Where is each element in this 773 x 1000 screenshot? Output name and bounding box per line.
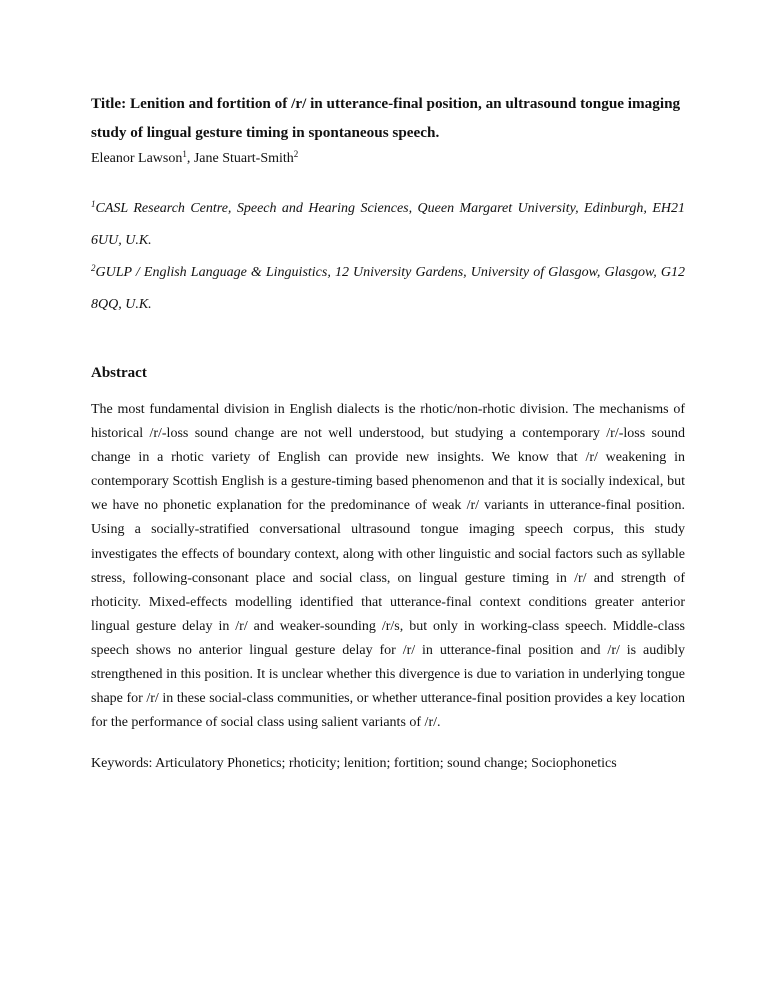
keywords: Keywords: Articulatory Phonetics; rhoticity; lenition; fortition; sound change; Sociophonetics — [91, 756, 617, 771]
abstract-body: The most fundamental division in English dialects is the rhotic/non-rhotic division. The mechanisms of historical /r/-loss sound change are not well understood, but studying a contemporary /r/-loss sound change in a rhotic variety of English can provide new insights. We know that /r/ weakening in contemporary Scottish English is a gesture-timing based phenomenon and that it is socially indexical, but we have no phonetic explanation for the predominance of weak /r/ variants in utterance-final position. Using a socially-stratified conversational ultrasound tongue imaging speech corpus, this study investigates the effects of boundary context, along with other linguistic and social factors such as syllable stress, following-consonant place and social class, on lingual gesture timing in /r/ and strength of rhoticity. Mixed-effects modelling identified that utterance-final context conditions greater anterior lingual gesture delay in /r/ and weaker-sounding /r/s, but only in working-class speech. Middle-class speech shows no anterior lingual gesture delay for /r/ in utterance-final position and /r/ is audibly strengthened in this position. It is unclear whether this divergence is due to variation in underlying tongue shape for /r/ in these social-class communities, or whether utterance-final position provides a key location for the performance of social class using salient variants of /r/. — [91, 402, 685, 731]
author-name: Jane Stuart-Smith — [193, 151, 294, 166]
author-separator: , — [186, 151, 194, 166]
affiliation-mark: 1 — [182, 149, 187, 159]
affiliation-mark: 2 — [293, 149, 299, 159]
paper-title: Title: Lenition and fortition of /r/ in utterance-final position, an ultrasound tongue imaging study of lingual gesture timing in spontaneous speech. — [91, 95, 681, 141]
author-name: Eleanor Lawson — [91, 151, 183, 166]
affiliation-mark: 1 — [91, 199, 96, 209]
author-list — [91, 149, 298, 169]
affiliation-1 — [91, 193, 685, 257]
abstract-heading: Abstract — [91, 365, 147, 381]
affiliation-2 — [91, 257, 685, 321]
affiliation-text: GULP / English Language & Linguistics, 12 University Gardens, University of Glasgow, Glasgow, G12 8QQ, U.K. — [91, 265, 685, 312]
affiliation-mark: 2 — [91, 263, 96, 273]
affiliation-text: CASL Research Centre, Speech and Hearing Sciences, Queen Margaret University, Edinburgh, EH21 6UU, U.K. — [91, 201, 685, 248]
